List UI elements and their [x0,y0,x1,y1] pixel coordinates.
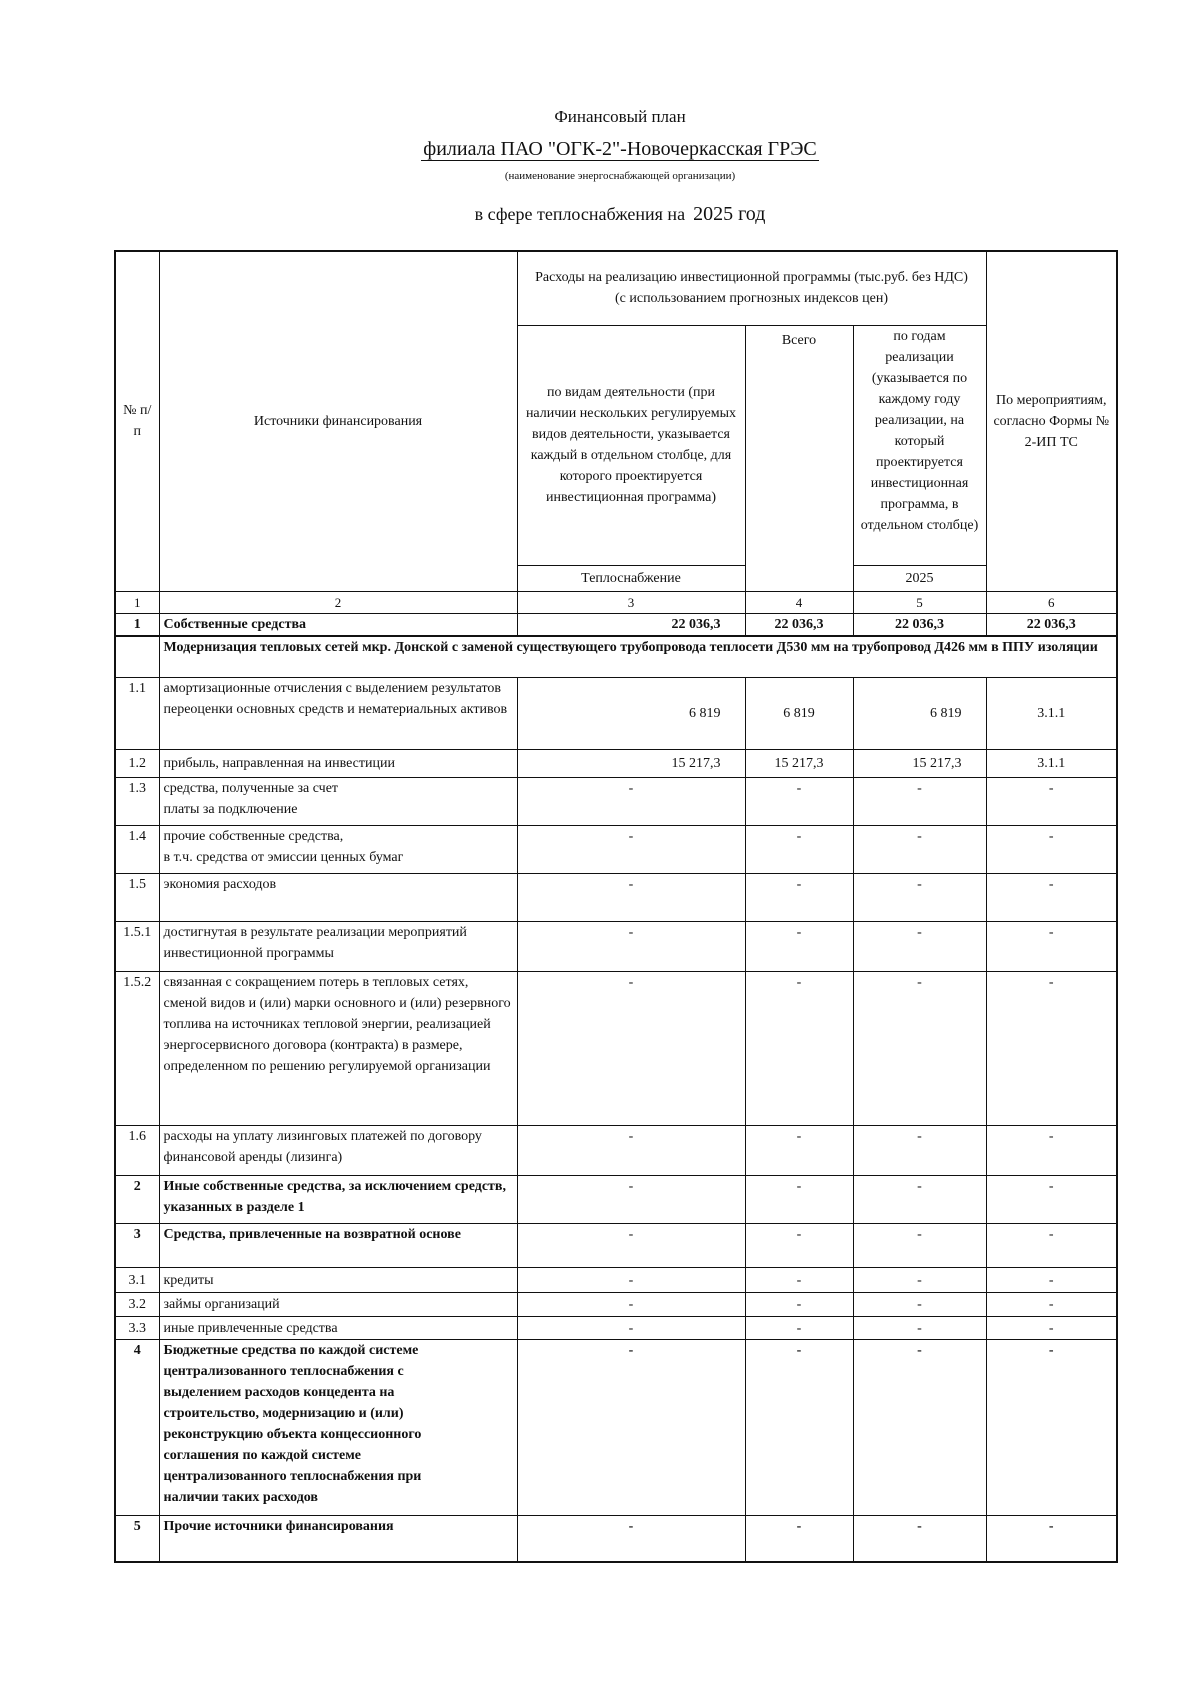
row-value-total: - [745,1293,853,1317]
table-row [115,922,1117,972]
row-value-total: 6 819 [745,678,853,750]
row-name: прибыль, направленная на инвестиции [159,750,517,778]
row-value-total: - [745,826,853,874]
table-row [115,1317,1117,1340]
row-num: 1.5.1 [115,922,159,972]
table-row [115,1126,1117,1176]
row-num: 1.3 [115,778,159,826]
column-numbers-row [115,591,1117,613]
row-value-total: - [745,1224,853,1268]
row-name: достигнутая в результате реализации мероприятий инвестиционной программы [159,922,517,972]
header-row-1 [115,251,1117,325]
document-title: Финансовый план [554,107,686,126]
row-num: 4 [115,1340,159,1516]
row-value-measures: 3.1.1 [986,678,1117,750]
row-value-activity: - [517,1176,745,1224]
row-num: 1.4 [115,826,159,874]
row-name: Бюджетные средства по каждой системе централизованного теплоснабжения с выделением расходов концедента на строительство, модернизацию и (или) реконструкцию объекта концессионного соглашения по каждой системе централизованного теплоснабжения при наличии таких расходов [159,1340,517,1516]
row-value-activity: - [517,1126,745,1176]
row-value-total: - [745,922,853,972]
table-row [115,1340,1117,1516]
section-row [115,636,1117,678]
row-value-activity: - [517,1224,745,1268]
col-number: 2 [159,591,517,613]
row-value-year: - [853,1340,986,1516]
section-title: Модернизация тепловых сетей мкр. Донской с заменой существующего трубопровода теплосети Д530 мм на трубопровод Д426 мм в ППУ изоляции [159,636,1117,678]
table-row [115,1516,1117,1562]
header-by-years: по годам реализации (указывается по каждому году реализации, на который проектируется инвестиционная программа, в отдельном столбце) [853,325,986,565]
col-number: 4 [745,591,853,613]
table-row [115,613,1117,636]
row-num: 3.2 [115,1293,159,1317]
financial-plan-table [114,250,1118,1563]
row-value-measures: - [986,778,1117,826]
header-year: 2025 [853,565,986,591]
row-num: 1.5.2 [115,972,159,1126]
row-name: экономия расходов [159,874,517,922]
row-value-activity: 6 819 [517,678,745,750]
table-row [115,826,1117,874]
row-name: амортизационные отчисления с выделением результатов переоценки основных средств и нематериальных активов [159,678,517,750]
row-value-activity: - [517,874,745,922]
header-by-activity: по видам деятельности (при наличии нескольких регулируемых видов деятельности, указывается каждый в отдельном столбце, для которого проектируется инвестиционная программа) [517,325,745,565]
row-value-year: - [853,874,986,922]
organization-name [0,138,1200,161]
row-value-total: - [745,1176,853,1224]
table-row [115,678,1117,750]
row-name: Иные собственные средства, за исключением средств, указанных в разделе 1 [159,1176,517,1224]
row-value-total: - [745,1268,853,1293]
row-num: 1.2 [115,750,159,778]
table-row [115,874,1117,922]
row-num: 2 [115,1176,159,1224]
row-value-year: - [853,972,986,1126]
header-expenses: Расходы на реализацию инвестиционной программы (тыс.руб. без НДС) (с использованием прогнозных индексов цен) [517,251,986,325]
row-num: 1.5 [115,874,159,922]
row-value-measures: - [986,1293,1117,1317]
row-value-activity: - [517,922,745,972]
row-name: Прочие источники финансирования [159,1516,517,1562]
row-value-activity: - [517,1516,745,1562]
scope-line [0,203,1200,226]
row-value-year: - [853,1317,986,1340]
row-value-activity: - [517,1268,745,1293]
row-value-total: - [745,1516,853,1562]
organization-caption: (наименование энергоснабжающей организации) [504,170,736,182]
row-value-total: - [745,1340,853,1516]
row-value-year: - [853,922,986,972]
row-value-total: - [745,1126,853,1176]
row-value-year: 15 217,3 [853,750,986,778]
header-activity-name: Теплоснабжение [517,565,745,591]
col-number: 3 [517,591,745,613]
organization-name-text: филиала ПАО "ОГК-2"-Новочеркасская ГРЭС [423,138,817,160]
row-value-activity: - [517,1340,745,1516]
table-row [115,750,1117,778]
year-text: 2025 год [693,203,766,225]
table-row [115,1293,1117,1317]
row-value-activity: - [517,826,745,874]
row-value-measures: - [986,922,1117,972]
row-num: 3.1 [115,1268,159,1293]
row-value-total: - [745,1317,853,1340]
row-value-total: 15 217,3 [745,750,853,778]
header-sources: Источники финансирования [159,251,517,591]
row-name: кредиты [159,1268,517,1293]
row-value-activity: - [517,972,745,1126]
row-value-total: 22 036,3 [745,613,853,636]
row-num: 3 [115,1224,159,1268]
col-number: 6 [986,591,1117,613]
row-value-measures: 22 036,3 [986,613,1117,636]
table-row [115,1268,1117,1293]
header-by-measures: По мероприятиям, согласно Формы № 2-ИП ТС [986,251,1117,591]
row-value-measures: - [986,874,1117,922]
row-value-year: 22 036,3 [853,613,986,636]
row-num: 3.3 [115,1317,159,1340]
row-value-measures: - [986,1340,1117,1516]
row-value-measures: - [986,1224,1117,1268]
table-row [115,972,1117,1126]
row-value-measures: - [986,826,1117,874]
row-value-activity: - [517,1317,745,1340]
row-value-year: - [853,1516,986,1562]
row-name: иные привлеченные средства [159,1317,517,1340]
col-number: 5 [853,591,986,613]
row-value-activity: 15 217,3 [517,750,745,778]
row-name: займы организаций [159,1293,517,1317]
table-row [115,778,1117,826]
row-value-measures: - [986,1268,1117,1293]
row-value-year: - [853,1268,986,1293]
row-value-measures: - [986,1126,1117,1176]
table-row [115,1176,1117,1224]
row-num: 1.6 [115,1126,159,1176]
row-name: связанная с сокращением потерь в тепловых сетях, сменой видов и (или) марки основного и (или) резервного топлива на источниках тепловой энергии, реализацией энергосервисного договора (контракта) в размере, определенном по решению регулируемой организации [159,972,517,1126]
scope-text: в сфере теплоснабжения на [474,204,686,224]
row-value-measures: - [986,1176,1117,1224]
row-value-total: - [745,874,853,922]
row-num: 1 [115,613,159,636]
row-value-measures: - [986,1516,1117,1562]
row-value-year: 6 819 [853,678,986,750]
row-name: Собственные средства [159,613,517,636]
col-number: 1 [115,591,159,613]
row-name: средства, полученные за счет платы за подключение [159,778,517,826]
row-num: 1.1 [115,678,159,750]
row-value-total: - [745,972,853,1126]
row-num: 5 [115,1516,159,1562]
row-value-activity: - [517,1293,745,1317]
row-name: прочие собственные средства, в т.ч. средства от эмиссии ценных бумаг [159,826,517,874]
row-value-total: - [745,778,853,826]
table-row [115,1224,1117,1268]
row-value-year: - [853,826,986,874]
row-name: Средства, привлеченные на возвратной основе [159,1224,517,1268]
row-name: расходы на уплату лизинговых платежей по договору финансовой аренды (лизинга) [159,1126,517,1176]
row-value-year: - [853,1293,986,1317]
header-total: Всего [745,325,853,591]
row-value-measures: - [986,1317,1117,1340]
header-num: № п/п [115,251,159,591]
row-value-year: - [853,1224,986,1268]
row-value-measures: 3.1.1 [986,750,1117,778]
row-value-activity: 22 036,3 [517,613,745,636]
row-value-year: - [853,778,986,826]
row-value-measures: - [986,972,1117,1126]
row-value-year: - [853,1126,986,1176]
row-value-activity: - [517,778,745,826]
row-value-year: - [853,1176,986,1224]
